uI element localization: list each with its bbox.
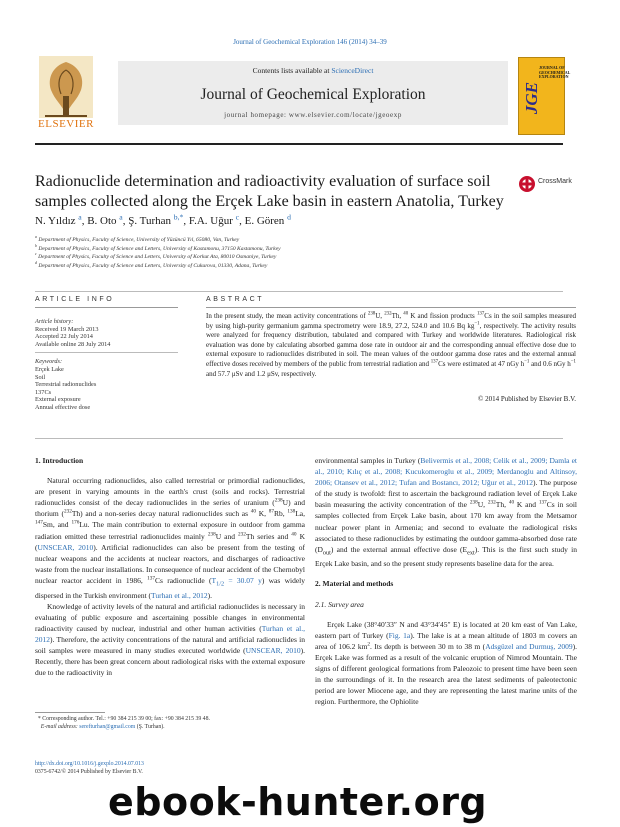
keyword: Terrestrial radionuclides: [35, 381, 97, 389]
section-heading: 1. Introduction: [35, 456, 84, 465]
copyright: © 2014 Published by Elsevier B.V.: [478, 395, 576, 403]
journal-cover[interactable]: [518, 57, 571, 135]
accepted-date: Accepted 22 July 2014: [35, 333, 93, 341]
issn-line: 0375-6742/© 2014 Published by Elsevier B.V.: [35, 769, 143, 775]
article-title: Radionuclide determination and radioactivity evaluation of surface soil samples collected along the Erçek Lake basin in eastern Anatolia, Turkey: [35, 173, 504, 210]
divider: [35, 307, 178, 308]
availability-line: Contents lists available at ScienceDirect: [252, 66, 374, 75]
footnote-rule: [35, 712, 105, 713]
article-info-heading: ARTICLE INFO: [35, 296, 115, 303]
elsevier-logo: [35, 56, 97, 134]
doi-block: [35, 760, 144, 776]
affiliations: [35, 236, 281, 270]
crossmark-icon: [518, 175, 536, 193]
keyword: Erçek Lake: [35, 365, 64, 373]
crossmark-label: CrossMark: [538, 178, 572, 185]
keyword: Annual effective dose: [35, 403, 91, 411]
abstract-text: In the present study, the mean activity concentrations of $^{238}$U, $^{232}$Th, $^{40}$ K and fission products $^{137}$Cs in the soil samples measured by using high-purity germanium gamma spectrometry were 18.9, 27.2, 524.0 and 10.6 Bq $kg^{-1}$, respectively. The activity results were analyzed for frequency distribution, tabulated and compared with Turkey and worldwide literatures. Radiological risk evaluation was done by calculating absorbed gamma dose rate in outdoor air and the corresponding annual effective dose due to external exposure to radionuclides distributed in soil. The mean values of the outdoor gamma dose rates and the external annual effective doses received by members of the public from terrestrial radiation and $^{137}$Cs were estimated at 47 nGy $h^{-1}$ and 0.6 nGy $h^{-1}$ and 57.7 μSv and 1.2 μSv, respectively.: [206, 311, 576, 378]
online-date: Available online 28 July 2014: [35, 340, 111, 348]
affiliation: $^a$ Department of Physics, Faculty of Science, University of Yüzüncü Yıl, 65080, Van, Turkey: [35, 235, 240, 243]
article-info: Article history: Received 19 March 2013 Accepted 22 July 2014 Available online 28 July 2014 Keywords: Erçek Lake Soil Terrestrial radionuclides 137Cs External exposure Annual effective dose: [35, 318, 178, 412]
email-link[interactable]: serefturhan@gmail.com: [79, 724, 136, 730]
crossmark-badge[interactable]: [518, 175, 578, 195]
affiliation: $^c$ Department of Physics, Faculty of Science and Letters, University of Korkut Ata, 80010 Osmaniye, Turkey: [35, 252, 277, 261]
footnote: * Corresponding author. Tel.: +90 384 215 39 00; fax: +90 384 215 39 48. E-mail address: serefturhan@gmail.com (Ş. Turhan).: [35, 716, 210, 730]
subsection-heading: 2.1. Survey area: [315, 599, 364, 609]
section-heading: 2. Material and methods: [315, 579, 394, 589]
journal-name: Journal of Geochemical Exploration: [200, 86, 426, 103]
cover-abbr: JGE: [522, 82, 541, 115]
journal-homepage[interactable]: journal homepage: www.elsevier.com/locate/jgeoexp: [224, 111, 402, 119]
journal-citation[interactable]: Journal of Geochemical Exploration 146 (2014) 34–39: [233, 38, 387, 46]
elsevier-wordmark: ELSEVIER: [38, 118, 94, 130]
author[interactable]: Ş. Turhan: [128, 215, 172, 227]
affiliation: $^d$ Department of Physics, Faculty of Science and Letters, University of Cukurova, 01330, Adana, Turkey: [35, 260, 268, 269]
author[interactable]: N. Yıldız: [35, 215, 76, 227]
cover-title: JOURNAL OF GEOCHEMICAL EXPLORATION: [539, 65, 571, 80]
author[interactable]: E. Gören: [244, 215, 285, 227]
divider: [35, 291, 563, 292]
body-left-column: 1. Introduction Natural occurring radionuclides, also called terrestrial or primordial radionuclides, are present in varying amounts in the earth's crust (soils and rocks). Terrestrial radionuclides consist of the decay radionuclides in the series of uranium ($^{238}$U) and thorium ($^{232}$Th) and a non-series decay natural radionuclides such as $^{40}$ K, $^{87}$Rb, $^{138}$La, $^{147}$Sm, and $^{176}$Lu. The main contribution to external exposure in outdoor from gamma radiation emitted these terrestrial radionuclides mainly $^{238}$U and $^{232}$Th series and $^{40}$ K (UNSCEAR, 2010). Artificial radionuclides can also be present from the testing of nuclear weapons and the accidents at nuclear reactors, and discharges of radioactive waste from the nuclear installations. In consequence of nuclear accident of the Chernobyl nuclear reactor accident in 1986, $^{137}$Cs radionuclide ($T_{1/2} = 30.07$ y) was widely dispersed in the Turkish environment (Turhan et al., 2012). Knowledge of activity levels of the natural and artificial radionuclides is necessary in evaluating of public exposure and ascertaining possible changes in environmental radioactivity caused by nuclear, industrial and other human activities (Turhan et al., 2012). Therefore, the activity concentrations of the natural and artificial radionuclides in soil samples were measured in many studies executed worldwide (UNSCEAR, 2010). Recently, there has been great concern about radiological risks with the external exposure due to the radioactivity in: [35, 456, 306, 678]
doi-link[interactable]: http://dx.doi.org/10.1016/j.gexplo.2014.07.013: [35, 761, 144, 767]
watermark-text: ebook-hunter.org: [108, 780, 488, 824]
divider: [35, 438, 563, 439]
author-list: N. Yıldız $^a$, B. Oto $^a$, Ş. Turhan $^{b,*}$, F.A. Uğur $^c$, E. Gören $^d$: [35, 212, 291, 227]
body-right-column: environmental samples in Turkey (Belivermis et al., 2008; Celik et al., 2009; Damla et al., 2010; Kılıç et al., 2008; Kucukomeroglu et al., 2009; Merdanoglu and Altinsoy, 2006; Otansev et al., 2012; Tufan and Bostancı, 2012; Uğur et al., 2012). The purpose of the study is twofold: first to ascertain the background radiation level of Erçek Lake basin measuring the activity concentration of the $^{238}$U, $^{232}$Th, $^{40}$ K and $^{137}$Cs in soil samples collected from Erçek Lake basin, about 170 km away from the Metsamor nuclear power plant in Armenia; and second to evaluate the radiological risks associated to these radionuclides by estimating the outdoor gamma-absorbed dose rate $(D_{out})$ and the external annual effective dose $(E_{ext})$. This is the first such study in Erçek Lake basin, and so the present study represents baseline data for the area. 2. Material and methods 2.1. Survey area Erçek Lake (38°40′33″ N and 43°34′45″ E) is located at 20 km east of Van Lake, eastern part of Turkey (Fig. 1a). The lake is at a mean altitude of 1803 m covers an area of 106.2 $km^2$. Its depth is between 30 m to 38 m (Adsgüzel and Durmuş, 2009). Erçek Lake was formed as a result of the volcanic eruption of Nimrod Mountain. The signs of different geological formations from Paleozoic to present time have been seen in the surroundings of it. In the research area the latest sediments of paleotectonic period are lower Miocene age, and they are representing the latest marine units of the region. Furthermore, the Ophiolite: [315, 456, 577, 707]
author[interactable]: B. Oto: [87, 215, 117, 227]
abstract-heading: ABSTRACT: [206, 296, 265, 303]
keyword: External exposure: [35, 396, 81, 404]
author[interactable]: F.A. Uğur: [188, 215, 233, 227]
keyword: Soil: [35, 373, 46, 381]
header-rule: [35, 143, 563, 145]
keyword: 137Cs: [35, 388, 52, 396]
divider: [206, 307, 576, 308]
journal-banner: [118, 61, 508, 125]
sciencedirect-link[interactable]: ScienceDirect: [331, 66, 374, 75]
affiliation: $^b$ Department of Physics, Faculty of Science and Letters, University of Kastamonu, 37150 Kastamonu, Turkey: [35, 243, 281, 252]
received-date: Received 19 March 2013: [35, 325, 99, 333]
